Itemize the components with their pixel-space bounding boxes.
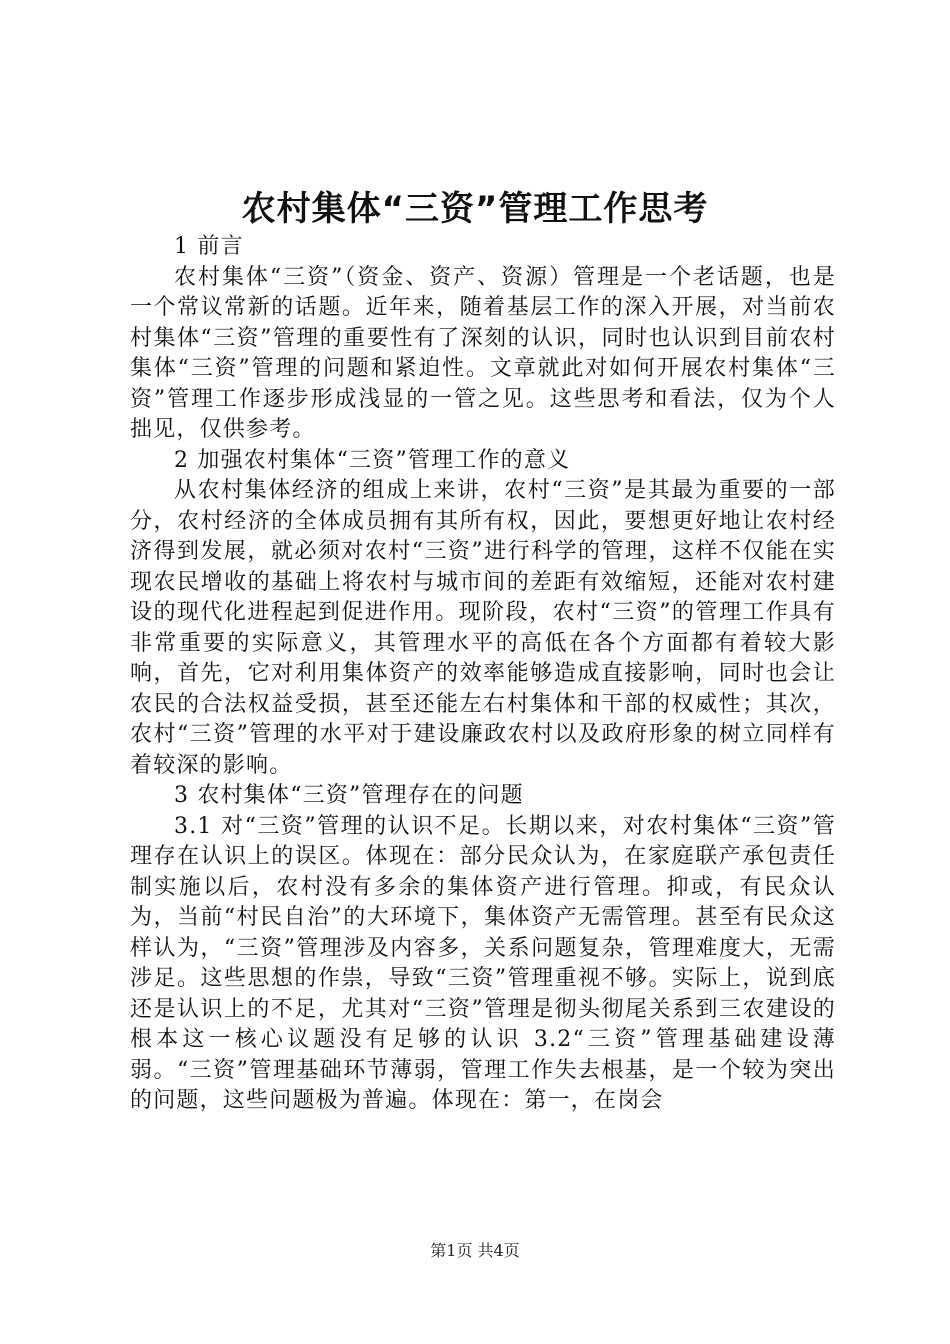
paragraph-preface: 农村集体“三资”（资金、资产、资源）管理是一个老话题，也是一个常议常新的话题。近年来，随着基层工作的深入开展，对当前农村集体“三资”管理的重要性有了深刻的认识，同时也认识到目前农村集体“三资”管理的问题和紧迫性。文章就此对如何开展农村集体“三资”管理工作逐步形成浅显的一管之见。这些思考和看法，仅为个人拙见，仅供参考。	[130, 264, 836, 442]
document-title: 农村集体“三资”管理工作思考	[241, 189, 709, 229]
section-heading-preface: 1 前言	[174, 234, 244, 259]
section-heading-significance: 2 加强农村集体“三资”管理工作的意义	[174, 447, 571, 473]
paragraph-significance: 从农村集体经济的组成上来讲，农村“三资”是其最为重要的一部分，农村经济的全体成员拥有其所有权，因此，要想更好地让农村经济得到发展，就必须对农村“三资”进行科学的管理，这样不仅能在实现农民增收的基础上将农村与城市间的差距有效缩短，还能对农村建设的现代化进程起到促进作用。现阶段，农村“三资”的管理工作具有非常重要的实际意义，其管理水平的高低在各个方面都有着较大影响，首先，它对利用集体资产的效率能够造成直接影响，同时也会让农民的合法权益受损，甚至还能左右村集体和干部的权威性；其次，农村“三资”管理的水平对于建设廉政农村以及政府形象的树立同样有着较深的影响。	[130, 478, 836, 778]
document-body	[130, 232, 836, 1117]
page-footer: 第1页 共4页	[430, 1241, 520, 1260]
paragraph-problems: 3.1 对“三资”管理的认识不足。长期以来，对农村集体“三资”管理存在认识上的误区。体现在：部分民众认为，在家庭联产承包责任制实施以后，农村没有多余的集体资产进行管理。抑或，有民众认为，当前“村民自治”的大环境下，集体资产无需管理。甚至有民众这样认为，“三资”管理涉及内容多，关系问题复杂，管理难度大，无需涉足。这些思想的作祟，导致“三资”管理重视不够。实际上，说到底还是认识上的不足，尤其对“三资”管理是彻头彻尾关系到三农建设的根本这一核心议题没有足够的认识 3.2“三资”管理基础建设薄弱。“三资”管理基础环节薄弱，管理工作失去根基，是一个较为突出的问题，这些问题极为普遍。体现在：第一，在岗会	[130, 813, 836, 1113]
section-heading-problems: 3 农村集体“三资”管理存在的问题	[174, 783, 524, 808]
